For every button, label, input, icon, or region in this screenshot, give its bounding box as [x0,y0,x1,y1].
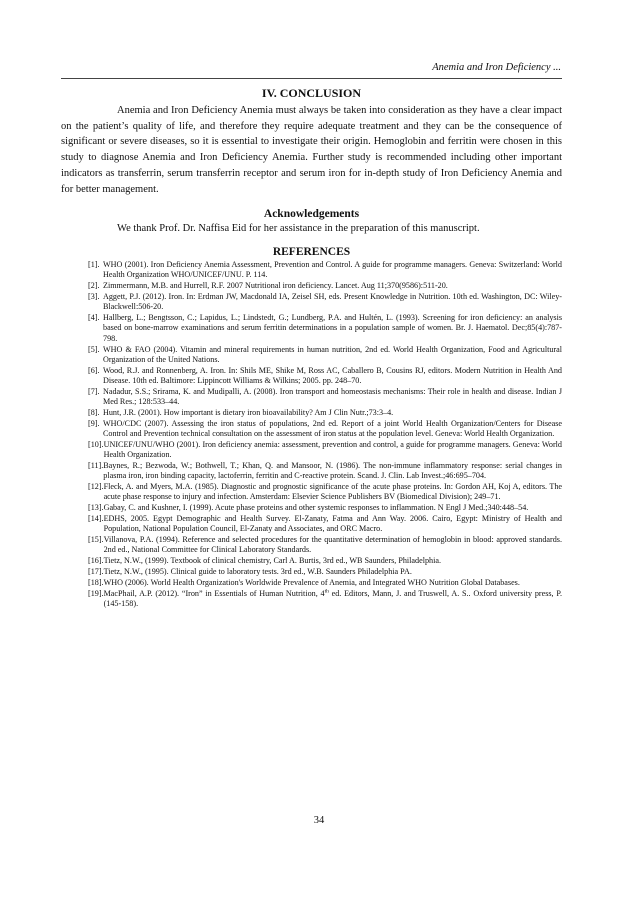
reference-item [61,260,562,280]
reference-text: WHO & FAO (2004). Vitamin and mineral requirements in human nutrition, 2nd ed. World Health Organization, Food and Agricultural Organization of the United Nations. [103,344,562,364]
reference-text: Gabay, C. and Kushner, I. (1999). Acute phase proteins and other systemic responses to inflammation. N Engl J Med.;340:448–54. [103,503,529,513]
reference-text-part: MacPhail, A.P. (2012). “Iron” in Essentials of Human Nutrition, 4 [103,589,325,599]
reference-number: [16]. [88,556,104,566]
reference-item [61,292,562,312]
reference-number: [11]. [88,460,104,470]
reference-text: WHO (2001). Iron Deficiency Anemia Assessment, Prevention and Control. A guide for programme managers. Geneva: Switzerland: World Health Organization WHO/UNICEF/UNU. P. 114. [103,260,562,280]
reference-item [61,514,562,534]
reference-number: [1]. [88,260,100,270]
reference-item [61,313,562,343]
acknowledgements-heading: Acknowledgements [263,208,360,221]
references-heading: REFERENCES [272,246,351,259]
reference-number: [5]. [88,344,100,354]
reference-number: [4]. [88,313,100,323]
reference-number: [10]. [88,439,104,449]
reference-text-part: ed. Editors, Mann, J. and Truswell, A. S.. Oxford university press, P. (145-158). [103,589,562,609]
reference-item [61,387,562,407]
conclusion-heading: IV. CONCLUSION [261,86,362,100]
reference-text: UNICEF/UNU/WHO (2001). Iron deficiency anemia: assessment, prevention and control, a guide for programme managers. Geneva: World Health Organization. [103,439,562,459]
reference-text: WHO (2006). World Health Organization's Worldwide Prevalence of Anemia, and Integrated WHO Nutrition Global Databases. [103,578,520,588]
page-content [61,86,562,610]
reference-number: [3]. [88,292,100,302]
reference-number: [14]. [88,514,104,524]
reference-text: Tietz, N.W., (1995). Clinical guide to laboratory tests. 3rd ed., W.B. Saunders Philadelphia PA. [103,567,412,577]
reference-text: Hunt, J.R. (2001). How important is dietary iron bioavailability? Am J Clin Nutr.;73:3–4. [103,407,394,417]
reference-item [61,535,562,555]
reference-number: [15]. [88,535,104,545]
reference-item [61,461,562,481]
acknowledgements-paragraph: We thank Prof. Dr. Naffisa Eid for her assistance in the preparation of this manuscript. [117,223,480,235]
reference-number: [19]. [88,589,104,599]
reference-item [61,419,562,439]
reference-number: [7]. [88,386,100,396]
reference-text: Baynes, R.; Bezwoda, W.; Bothwell, T.; Khan, Q. and Mansoor, N. (1986). The non-immune inflammatory response: serial changes in plasma iron, iron binding capacity, lactoferrin, ferritin and C-reactive protein. Scand. J. Clin. Lab Invest.;46:695–704. [103,460,562,480]
reference-number: [6]. [88,365,100,375]
reference-item [61,556,562,566]
reference-number: [13]. [88,503,104,513]
conclusion-paragraph: Anemia and Iron Deficiency Anemia must always be taken into consideration as they have a clear impact on the patient’s quality of life, and therefore they require adequate treatment and they can be the consequence of significant or severe diseases, so it is essential to investigate their origin. Hemoglobin and ferritin were chosen in this study to diagnose Anemia and Iron Deficiency Anemia. Further study is recommended including other important indicators as transferrin, serum transferrin receptor and serum iron for in-depth study of Iron Deficiency Anemia and for better management. [61,105,562,195]
reference-item [61,366,562,386]
reference-item [61,578,562,588]
reference-text: Aggett, P.J. (2012). Iron. In: Erdman JW, Macdonald IA, Zeisel SH, eds. Present Knowledge in Nutrition. 10th ed. Washington, DC: Wiley-Blackwell:506-20. [103,292,562,312]
reference-text: EDHS, 2005. Egypt Demographic and Health Survey. El-Zanaty, Fatma and Ann Way. 2006. Cairo, Egypt: Ministry of Health and Population, National Population Council, El-Zanaty and Associates, and ORC Macro. [103,514,562,534]
reference-text: Fleck, A. and Myers, M.A. (1985). Diagnostic and prognostic significance of the acute phase proteins. In: Gordon AH, Koj A, editors. The acute phase response to injury and infection. Amsterdam: Elsevier Science Publishers BV (Biomedical Division); 249–71. [103,481,562,502]
reference-text: Wood, R.J. and Ronnenberg, A. Iron. In: Shils ME, Shike M, Ross AC, Caballero B, Cousins RJ, editors. Modern Nutrition in Health And Disease. 10th ed. Baltimore: Lippincott Williams & Wilkins; 2005. pp. 248–70. [103,365,562,385]
page-number: 34 [313,815,325,826]
reference-number: [18]. [88,578,104,588]
reference-number: [8]. [88,407,100,417]
reference-item [61,567,562,577]
reference-number: [2]. [88,281,100,291]
running-header-title: Anemia and Iron Deficiency ... [432,62,561,73]
reference-text: Nadadur, S.S.; Srirama, K. and Mudipalli, A. (2008). Iron transport and homeostasis mechanisms: Their role in health and disease. Indian J Med Res.; 128:533–44. [103,386,562,406]
reference-list [61,260,562,609]
reference-number: [17]. [88,567,104,577]
reference-text: Hallberg, L.; Bengtsson, C.; Lapidus, L.; Lindstedt, G.; Lundberg, P.A. and Hultén, L. (1993). Screening for iron deficiency: an analysis based on bone-marrow examinations and serum ferritin determinations in a population sample of women. Br. J. Haematol. Dec;85(4):787-798. [103,313,562,343]
reference-number: [9]. [88,418,100,428]
reference-item [61,408,562,418]
reference-text [104,589,562,609]
reference-text: WHO/CDC (2007). Assessing the iron status of populations, 2nd ed. Report of a joint World Health Organization/Centers for Disease Control and Prevention technical consultation on the assessment of iron status at the population level. Geneva: World Health Organization. [103,418,562,438]
reference-text: Tietz, N.W., (1999). Textbook of clinical chemistry, Carl A. Burtis, 3rd ed., WB Saunders, Philadelphia. [103,556,441,566]
reference-text: Zimmermann, M.B. and Hurrell, R.F. 2007 Nutritional iron deficiency. Lancet. Aug 11;370(9586):511-20. [103,281,448,291]
reference-item [61,345,562,365]
reference-item [61,589,562,609]
reference-text: Villanova, P.A. (1994). Reference and selected procedures for the quantitative determination of hemoglobin in blood: approved standards. 2nd ed., National Committee for Clinical Laboratory Standards. [103,535,562,555]
reference-item [61,482,562,502]
reference-superscript: th [324,588,329,595]
header-rule [61,78,562,79]
reference-number: [12]. [88,481,104,491]
reference-item [61,281,562,291]
reference-item [61,503,562,513]
reference-item [61,440,562,460]
